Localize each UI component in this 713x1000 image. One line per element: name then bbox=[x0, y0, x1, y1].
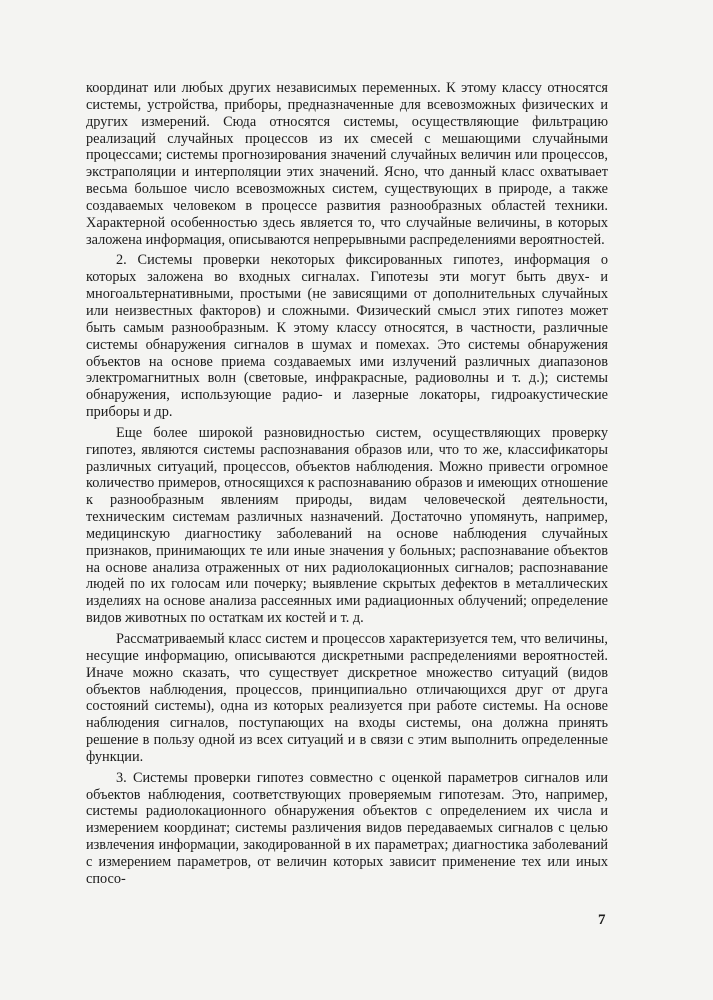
paragraph-item-3: 3. Системы проверки гипотез совместно с оценкой параметров сигналов или объектов наблюдения, соответствующих проверяемым гипотезам. Это, например, системы радиолокационного обнаружения объектов с определением их числа и измерением координат; системы различения видов передаваемых сигналов с целью извлечения информации, закодированной в их параметрах; диагностика заболеваний с измерением параметров, от величин которых зависит применение тех или иных спосо- bbox=[86, 769, 608, 887]
page-number: 7 bbox=[598, 912, 606, 928]
paragraph-item-2: 2. Системы проверки некоторых фиксированных гипотез, информация о которых заложена во входных сигналах. Гипотезы эти могут быть двух- и многоальтернативными, простыми (не зависящими от дополнительных случайных или неизвестных факторов) и сложными. Физический смысл этих гипотез может быть самым разнообразным. К этому классу относятся, в частности, различные системы обнаружения сигналов в шумах и помехах. Это системы обнаружения объектов на основе приема создаваемых ими излучений различных диапазонов электромагнитных волн (световые, инфракрасные, радиоволны и т. д.); системы обнаружения, использующие радио- и лазерные локаторы, гидроакустические приборы и др. bbox=[86, 252, 608, 421]
body-text bbox=[86, 80, 608, 888]
paragraph-continuation: координат или любых других независимых переменных. К этому классу относятся системы, устройства, приборы, предназначенные для всевозможных физических и других измерений. Сюда относятся системы, осуществляющие фильтрацию реализаций случайных процессов из их смесей с мешающими случайными процессами; системы прогнозирования значений случайных величин или процессов, экстраполяции и интерполяции этих значений. Ясно, что данный класс охватывает весьма большое число всевозможных систем, существующих в природе, а также создаваемых человеком в процессе развития разнообразных областей техники. Характерной особенностью здесь является то, что случайные величины, в которых заложена информация, описываются непрерывными распределениями вероятностей. bbox=[86, 80, 608, 248]
paragraph-pattern-recognition: Еще более широкой разновидностью систем, осуществляющих проверку гипотез, являются системы распознавания образов или, что то же, классификаторы различных ситуаций, процессов, объектов наблюдения. Можно привести огромное количество примеров, относящихся к распознаванию образов и имеющих отношение к разнообразным явлениям природы, видам человеческой деятельности, техническим системам различных назначений. Достаточно упомянуть, например, медицинскую диагностику заболеваний на основе наблюдения случайных признаков, принимающих те или иные значения у больных; распознавание объектов на основе анализа отраженных от них радиолокационных сигналов; распознавание людей по их голосам или почерку; выявление скрытых дефектов в металлических изделиях на основе анализа рассеянных ими радиационных облучений; определение видов животных по остаткам их костей и т. д. bbox=[86, 424, 608, 627]
paragraph-discrete-distributions: Рассматриваемый класс систем и процессов характеризуется тем, что величины, несущие информацию, описываются дискретными распределениями вероятностей. Иначе можно сказать, что существует дискретное множество ситуаций (видов объектов наблюдения, процессов, принципиально отличающихся друг от друга состояний системы), одна из которых реализуется при работе системы. На основе наблюдения сигналов, поступающих на входы системы, она должна принять решение в пользу одной из всех ситуаций и в связи с этим выполнить определенные функции. bbox=[86, 631, 608, 765]
